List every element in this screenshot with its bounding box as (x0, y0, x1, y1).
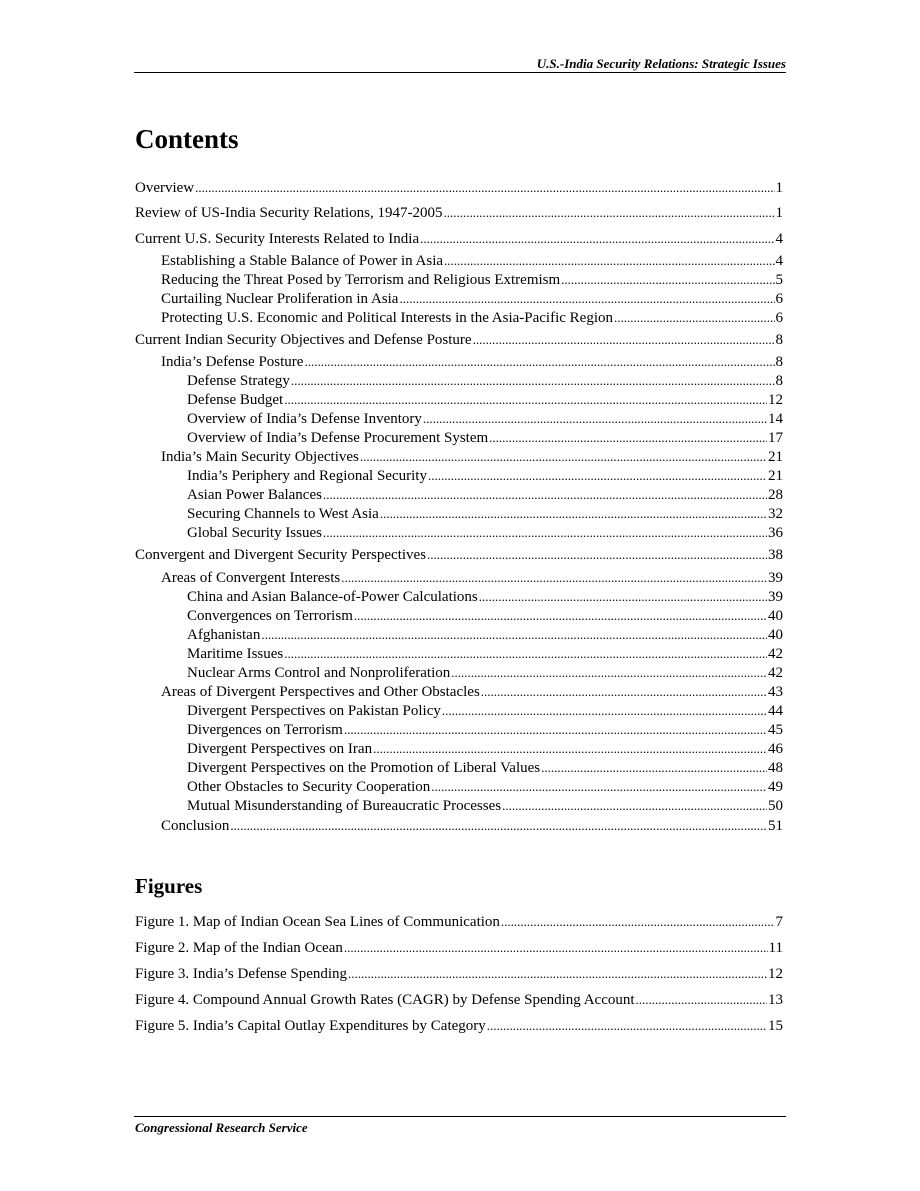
figures-heading: Figures (135, 874, 203, 898)
footer-rule (134, 1116, 786, 1117)
toc-entry[interactable]: China and Asian Balance-of-Power Calculations ..... 39 (135, 587, 783, 607)
toc-entry[interactable]: Overview of India’s Defense Inventory ..... 14 (135, 409, 783, 429)
toc-entry[interactable]: Divergences on Terrorism ..... 45 (135, 720, 783, 740)
figure-entry[interactable]: Figure 1. Map of Indian Ocean Sea Lines of Communication ..... 7 (135, 912, 783, 932)
contents-heading: Contents (135, 124, 239, 154)
footer-text: Congressional Research Service (135, 1120, 308, 1135)
toc-entry[interactable]: India’s Defense Posture ..... 8 (135, 352, 783, 372)
toc-entry[interactable]: Protecting U.S. Economic and Political Interests in the Asia-Pacific Region ..... 6 (135, 308, 783, 328)
toc-entry[interactable]: India’s Periphery and Regional Security ..... 21 (135, 466, 783, 486)
toc-entry[interactable]: Securing Channels to West Asia ..... 32 (135, 504, 783, 524)
toc-entry[interactable]: Asian Power Balances ..... 28 (135, 485, 783, 505)
toc-entry[interactable]: Convergent and Divergent Security Perspectives ..... 38 (135, 545, 783, 565)
toc-entry[interactable]: Global Security Issues ..... 36 (135, 523, 783, 543)
figure-entry[interactable]: Figure 2. Map of the Indian Ocean ..... 11 (135, 938, 783, 958)
toc-entry[interactable]: Current Indian Security Objectives and Defense Posture ..... 8 (135, 330, 783, 350)
figure-entry[interactable]: Figure 4. Compound Annual Growth Rates (CAGR) by Defense Spending Account ..... 13 (135, 990, 783, 1010)
toc-entry[interactable]: Establishing a Stable Balance of Power in Asia ..... 4 (135, 251, 783, 271)
header-rule (134, 72, 786, 73)
toc-entry[interactable]: India’s Main Security Objectives ..... 21 (135, 447, 783, 467)
running-header-title: U.S.-India Security Relations: Strategic Issues (536, 56, 786, 71)
toc-entry[interactable]: Overview ..... 1 (135, 178, 783, 198)
toc-entry[interactable]: Convergences on Terrorism ..... 40 (135, 606, 783, 626)
toc-entry[interactable]: Defense Budget ..... 12 (135, 390, 783, 410)
toc-entry[interactable]: Nuclear Arms Control and Nonproliferation ..... 42 (135, 663, 783, 683)
figure-entry[interactable]: Figure 3. India’s Defense Spending ..... 12 (135, 964, 783, 984)
toc-entry[interactable]: Areas of Convergent Interests ..... 39 (135, 568, 783, 588)
toc-entry[interactable]: Reducing the Threat Posed by Terrorism and Religious Extremism ..... 5 (135, 270, 783, 290)
toc-entry[interactable]: Divergent Perspectives on Pakistan Policy ..... 44 (135, 701, 783, 721)
figure-entry[interactable]: Figure 5. India’s Capital Outlay Expenditures by Category ..... 15 (135, 1016, 783, 1036)
toc-entry[interactable]: Curtailing Nuclear Proliferation in Asia ..... 6 (135, 289, 783, 309)
toc-entry[interactable]: Mutual Misunderstanding of Bureaucratic Processes ..... 50 (135, 796, 783, 816)
toc-entry[interactable]: Maritime Issues ..... 42 (135, 644, 783, 664)
toc-entry[interactable]: Divergent Perspectives on the Promotion of Liberal Values ..... 48 (135, 758, 783, 778)
toc-entry[interactable]: Defense Strategy ..... 8 (135, 371, 783, 391)
toc-entry[interactable]: Areas of Divergent Perspectives and Other Obstacles ..... 43 (135, 682, 783, 702)
toc-entry[interactable]: Other Obstacles to Security Cooperation ..... 49 (135, 777, 783, 797)
toc-entry[interactable]: Afghanistan ..... 40 (135, 625, 783, 645)
toc-entry[interactable]: Divergent Perspectives on Iran ..... 46 (135, 739, 783, 759)
toc-entry[interactable]: Conclusion ..... 51 (135, 816, 783, 836)
toc-entry[interactable]: Overview of India’s Defense Procurement System ..... 17 (135, 428, 783, 448)
toc-entry[interactable]: Review of US-India Security Relations, 1947-2005 ..... 1 (135, 203, 783, 223)
toc-entry[interactable]: Current U.S. Security Interests Related to India ..... 4 (135, 229, 783, 249)
